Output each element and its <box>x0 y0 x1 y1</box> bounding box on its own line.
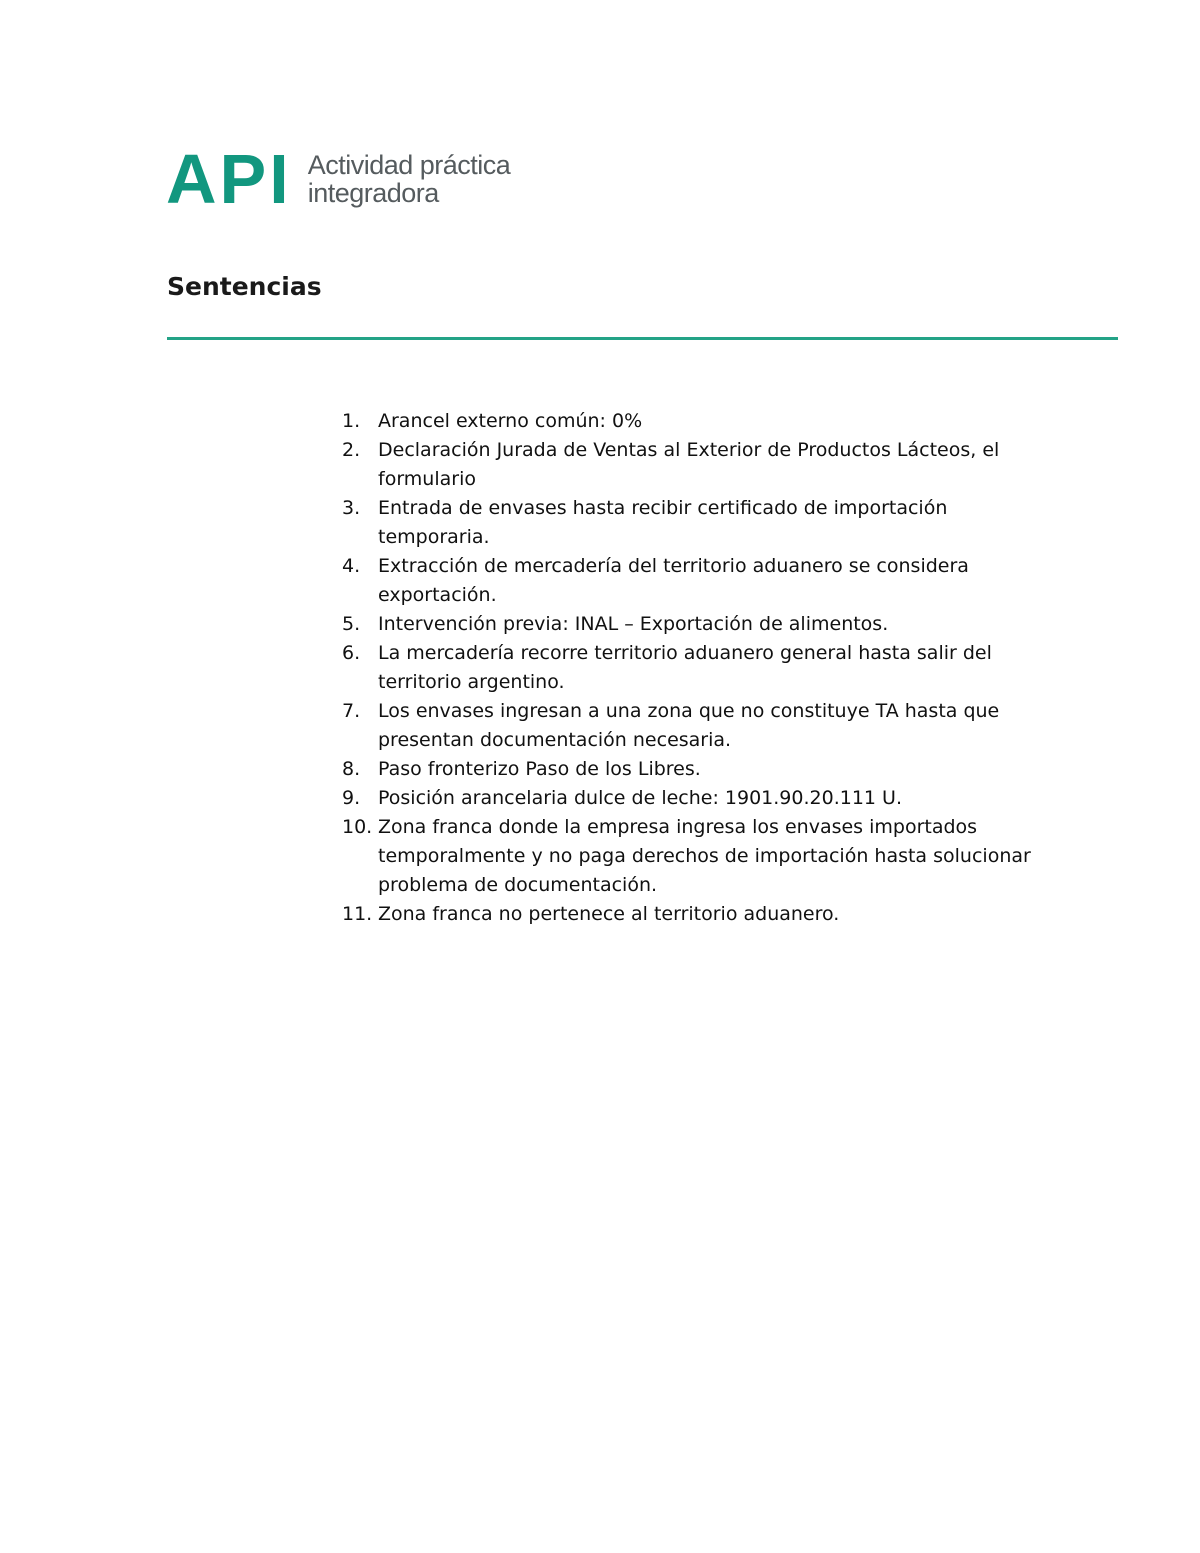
list-item-text: Intervención previa: INAL – Exportación de alimentos. <box>378 613 889 635</box>
list-item <box>342 610 1042 639</box>
list-item-text: Posición arancelaria dulce de leche: 1901.90.20.111 U. <box>378 787 902 809</box>
list-item <box>342 639 1042 697</box>
sentences-list <box>342 407 1042 929</box>
logo-mark: API <box>166 140 292 218</box>
logo-subtitle-line2: integradora <box>307 178 439 208</box>
logo-subtitle-line1: Actividad práctica <box>307 150 511 180</box>
section-title: Sentencias <box>167 272 322 301</box>
list-item-number: 7. <box>342 700 361 722</box>
api-logo <box>166 140 511 218</box>
list-item <box>342 407 1042 436</box>
list-item-number: 2. <box>342 439 361 461</box>
list-item-text: Arancel externo común: 0% <box>378 410 643 432</box>
list-item-number: 4. <box>342 555 361 577</box>
list-item-number: 10. <box>342 816 373 838</box>
list-item-text: Zona franca no pertenece al territorio aduanero. <box>378 903 840 925</box>
list-item-text: La mercadería recorre territorio aduanero general hasta salir del territorio argentino. <box>378 642 992 693</box>
list-item-number: 6. <box>342 642 361 664</box>
list-item-text: Zona franca donde la empresa ingresa los envases importados temporalmente y no paga derechos de importación hasta solucionar problema de documentación. <box>378 816 1031 896</box>
list-item-text: Los envases ingresan a una zona que no constituye TA hasta que presentan documentación necesaria. <box>378 700 1000 751</box>
list-item <box>342 755 1042 784</box>
list-item-text: Extracción de mercadería del territorio aduanero se considera exportación. <box>378 555 969 606</box>
list-item-number: 1. <box>342 410 361 432</box>
list-item <box>342 552 1042 610</box>
section-divider <box>167 337 1118 340</box>
list-item <box>342 697 1042 755</box>
list-item-number: 8. <box>342 758 361 780</box>
list-item-text: Entrada de envases hasta recibir certificado de importación temporaria. <box>378 497 948 548</box>
list-item-text: Declaración Jurada de Ventas al Exterior de Productos Lácteos, el formulario <box>378 439 1000 490</box>
list-item <box>342 900 1042 929</box>
list-item-number: 5. <box>342 613 361 635</box>
list-item <box>342 436 1042 494</box>
list-item <box>342 813 1042 900</box>
list-item-number: 11. <box>342 903 373 925</box>
logo-subtitle <box>308 151 511 207</box>
list-item <box>342 784 1042 813</box>
list-item-number: 9. <box>342 787 361 809</box>
list-item-text: Paso fronterizo Paso de los Libres. <box>378 758 701 780</box>
list-item-number: 3. <box>342 497 361 519</box>
list-item <box>342 494 1042 552</box>
